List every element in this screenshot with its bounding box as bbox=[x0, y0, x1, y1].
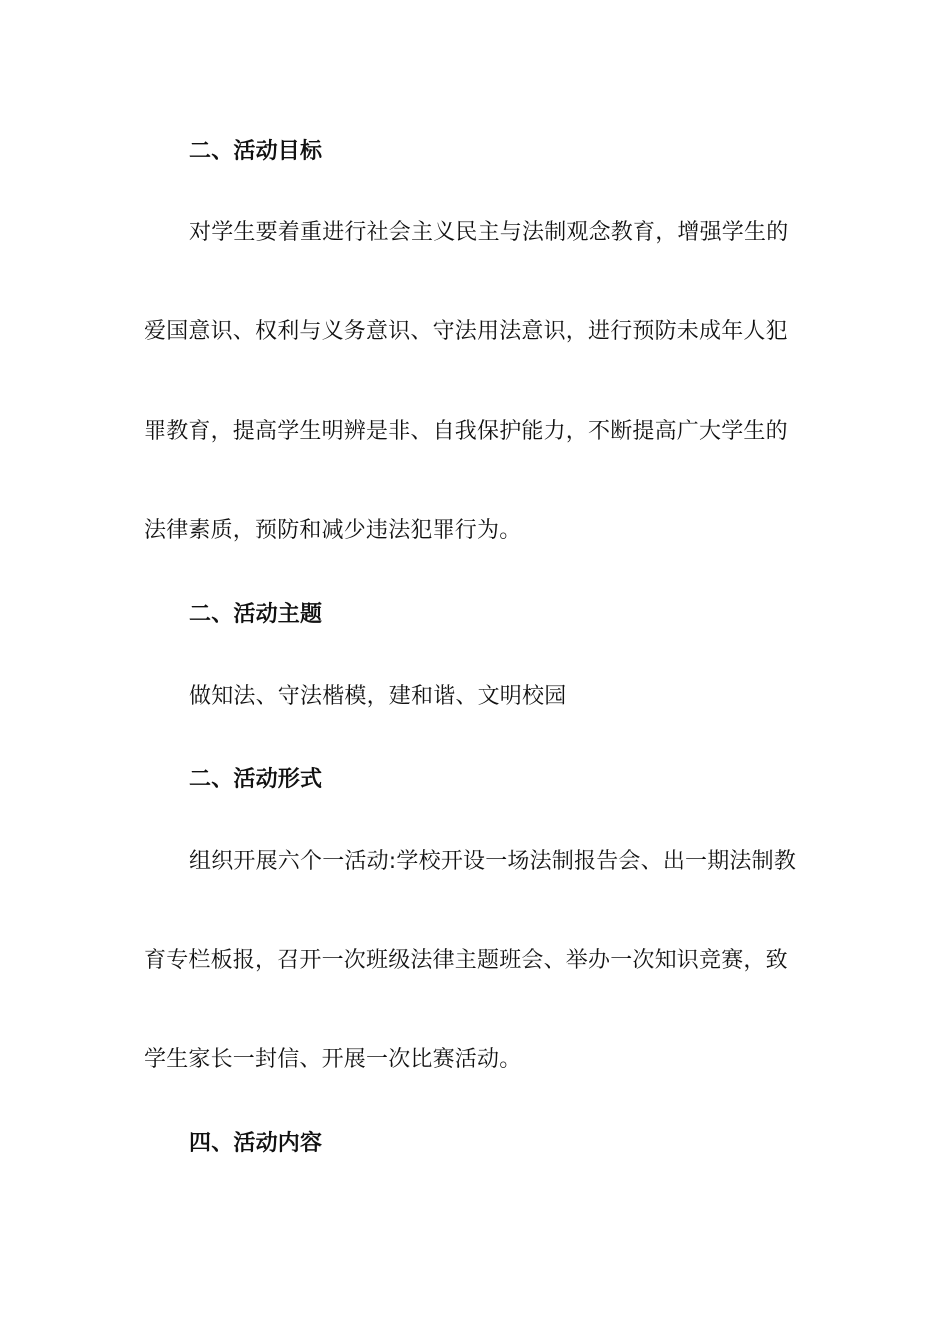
paragraph-line: 法律素质，预防和减少违法犯罪行为。 bbox=[144, 518, 522, 543]
section-heading-content: 四、活动内容 bbox=[189, 1131, 323, 1156]
section-heading-goal: 二、活动目标 bbox=[189, 139, 323, 164]
paragraph-line: 组织开展六个一活动:学校开设一场法制报告会、出一期法制教 bbox=[189, 849, 797, 874]
paragraph-line: 对学生要着重进行社会主义民主与法制观念教育，增强学生的 bbox=[189, 220, 789, 245]
section-heading-theme: 二、活动主题 bbox=[189, 602, 323, 627]
paragraph-line: 罪教育，提高学生明辨是非、自我保护能力，不断提高广大学生的 bbox=[144, 419, 788, 444]
paragraph-line: 育专栏板报，召开一次班级法律主题班会、举办一次知识竞赛，致 bbox=[144, 948, 788, 973]
paragraph-line: 学生家长一封信、开展一次比赛活动。 bbox=[144, 1047, 522, 1072]
paragraph-line: 爱国意识、权利与义务意识、守法用法意识，进行预防未成年人犯 bbox=[144, 319, 788, 344]
section-heading-format: 二、活动形式 bbox=[189, 767, 323, 792]
paragraph-line: 做知法、守法楷模，建和谐、文明校园 bbox=[189, 684, 567, 709]
